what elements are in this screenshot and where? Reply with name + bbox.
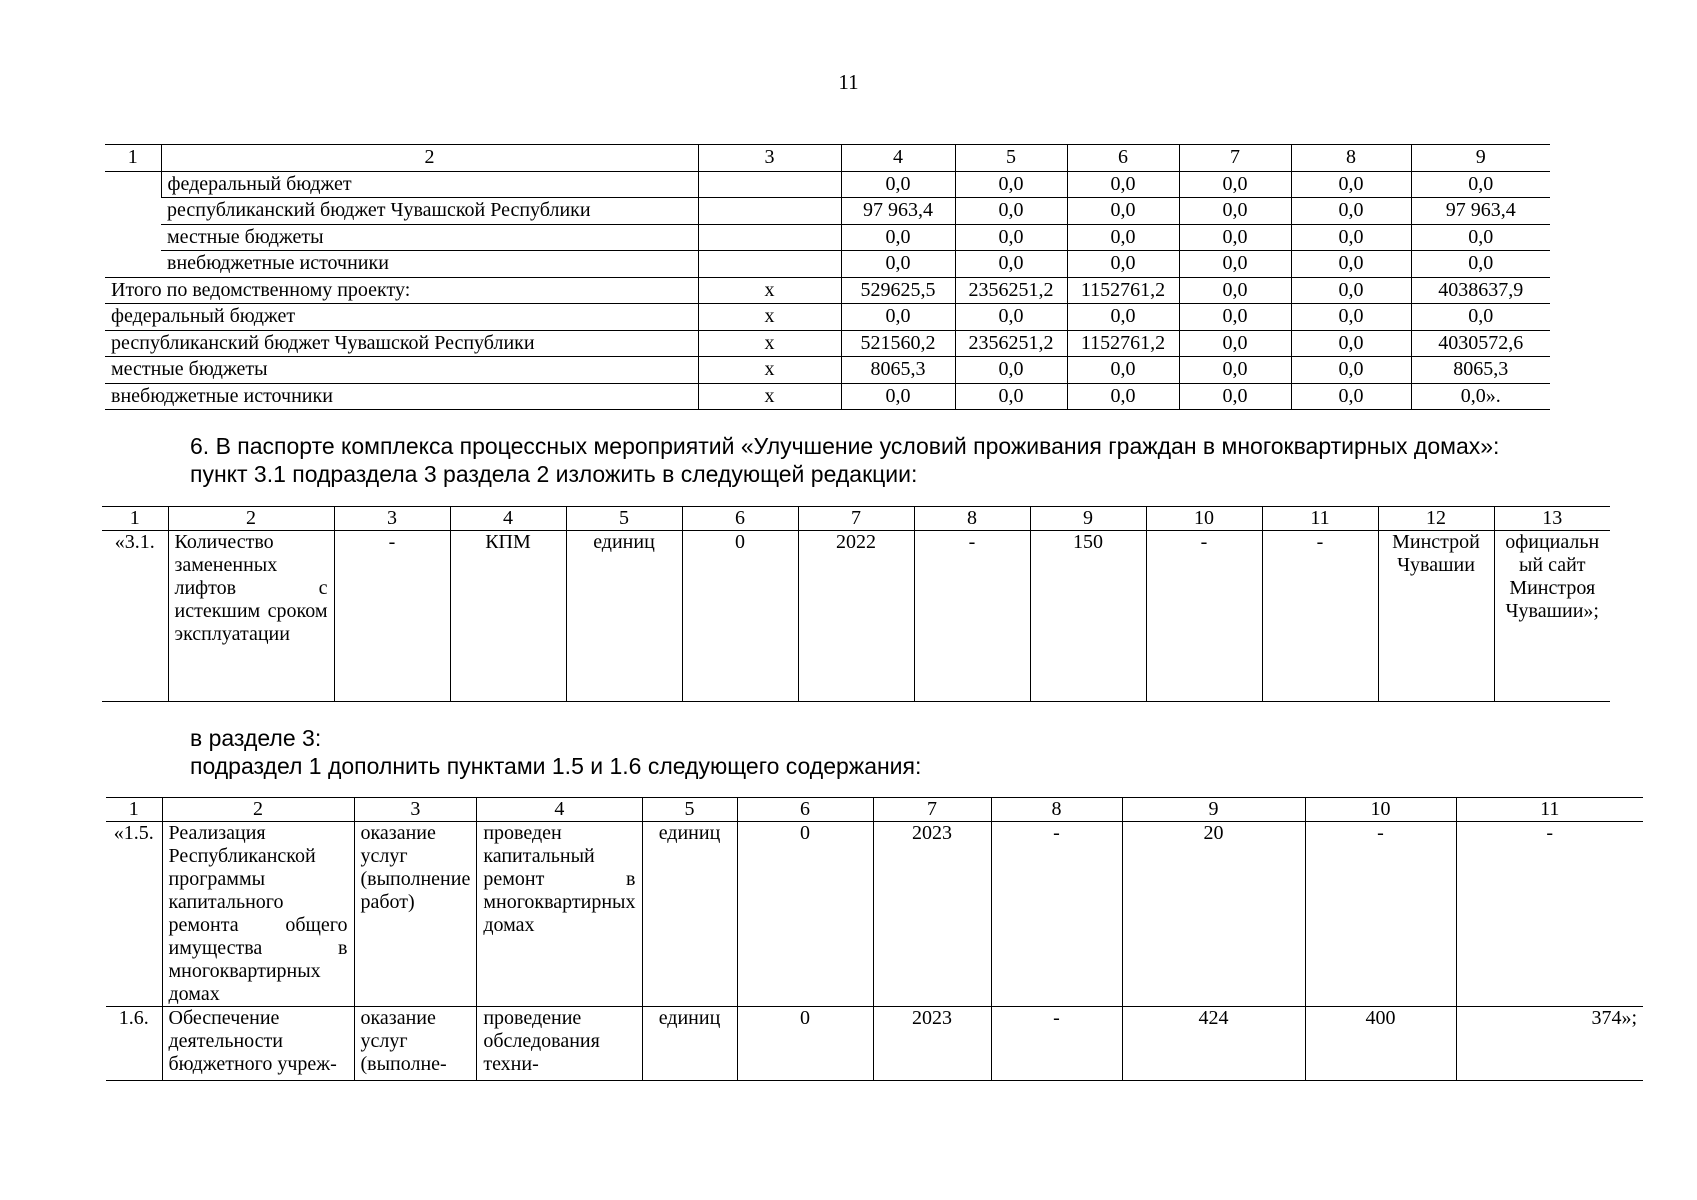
cell: x <box>698 357 841 384</box>
indicator-table-1-5-1-6 <box>106 797 1643 1081</box>
header-cell: 3 <box>698 145 841 172</box>
cell: 0,0 <box>841 224 955 251</box>
cell: 0,0 <box>1179 304 1291 331</box>
cell: 2356251,2 <box>955 330 1067 357</box>
cell: 0,0 <box>1179 251 1291 278</box>
header-cell: 6 <box>1067 145 1179 172</box>
cell: 0,0 <box>1179 277 1291 304</box>
cell: 2023 <box>873 822 991 1007</box>
header-cell: 9 <box>1411 145 1550 172</box>
cell: 0,0 <box>1179 330 1291 357</box>
header-cell: 3 <box>334 507 450 531</box>
cell: 0,0 <box>1179 383 1291 410</box>
header-cell: 4 <box>477 798 642 822</box>
cell: - <box>334 531 450 702</box>
cell: 2022 <box>798 531 914 702</box>
cell: x <box>698 277 841 304</box>
table-row <box>105 198 1550 225</box>
cell: 1152761,2 <box>1067 330 1179 357</box>
table-total-row <box>105 383 1550 410</box>
header-cell: 8 <box>991 798 1122 822</box>
cell: 4030572,6 <box>1411 330 1550 357</box>
cell: единиц <box>642 1007 737 1081</box>
cell: 0,0 <box>1291 304 1411 331</box>
header-cell: 11 <box>1456 798 1643 822</box>
cell: - <box>1146 531 1262 702</box>
header-cell: 1 <box>102 507 168 531</box>
cell: 0,0 <box>841 304 955 331</box>
table-header-row <box>105 145 1550 172</box>
table-header-row <box>106 798 1643 822</box>
indicator-name: Количество замененных лифтов с истекшим сроком эксплуатации <box>168 531 334 702</box>
header-cell: 8 <box>1291 145 1411 172</box>
cell: 0,0 <box>955 304 1067 331</box>
cell: 8065,3 <box>841 357 955 384</box>
cell: 20 <box>1122 822 1305 1007</box>
row-label: республиканский бюджет Чувашской Республики <box>161 198 698 225</box>
header-cell: 5 <box>642 798 737 822</box>
row-label: внебюджетные источники <box>105 383 698 410</box>
header-cell: 9 <box>1122 798 1305 822</box>
header-cell: 9 <box>1030 507 1146 531</box>
table-total-row <box>105 357 1550 384</box>
cell: единиц <box>642 822 737 1007</box>
indicator-name: Реализация Республиканской программы капитального ремонта общего имущества в многоквартирных домах <box>162 822 354 1007</box>
item-number: «3.1. <box>102 531 168 702</box>
table-total-row <box>105 304 1550 331</box>
table-row <box>105 251 1550 278</box>
header-cell: 10 <box>1305 798 1456 822</box>
cell: 0,0 <box>1291 330 1411 357</box>
cell: 0,0 <box>841 171 955 198</box>
row-label: федеральный бюджет <box>105 304 698 331</box>
cell: 0 <box>737 1007 873 1081</box>
cell <box>698 224 841 251</box>
cell: 0,0 <box>841 383 955 410</box>
row-label: внебюджетные источники <box>161 251 698 278</box>
cell <box>698 198 841 225</box>
header-cell: 7 <box>873 798 991 822</box>
cell: 0,0 <box>1067 198 1179 225</box>
budget-table <box>105 144 1550 410</box>
cell: 0,0 <box>1411 251 1550 278</box>
cell: оказание услуг (выполне- <box>354 1007 477 1081</box>
cell: официальный сайт Минстроя Чувашии»; <box>1494 531 1610 702</box>
header-cell: 4 <box>450 507 566 531</box>
row-label: местные бюджеты <box>161 224 698 251</box>
cell: 150 <box>1030 531 1146 702</box>
cell: 0,0 <box>1179 224 1291 251</box>
cell: 2356251,2 <box>955 277 1067 304</box>
cell: 521560,2 <box>841 330 955 357</box>
table-row <box>105 224 1550 251</box>
cell: 0,0 <box>1291 198 1411 225</box>
cell: 0,0 <box>1067 383 1179 410</box>
amendment-paragraph-6 <box>190 432 1499 488</box>
header-cell: 1 <box>106 798 162 822</box>
cell: Минстрой Чувашии <box>1378 531 1494 702</box>
cell: 374»; <box>1456 1007 1643 1081</box>
cell: - <box>1262 531 1378 702</box>
cell: - <box>991 1007 1122 1081</box>
cell: 0,0 <box>1179 357 1291 384</box>
header-cell: 12 <box>1378 507 1494 531</box>
cell: 0,0 <box>955 383 1067 410</box>
cell: 0,0 <box>1179 171 1291 198</box>
header-cell: 5 <box>955 145 1067 172</box>
header-cell: 5 <box>566 507 682 531</box>
header-cell: 10 <box>1146 507 1262 531</box>
cell: 97 963,4 <box>1411 198 1550 225</box>
table-header-row <box>102 507 1610 531</box>
cell: 0,0 <box>1067 224 1179 251</box>
row-label: федеральный бюджет <box>161 171 698 198</box>
header-cell: 6 <box>682 507 798 531</box>
cell: 400 <box>1305 1007 1456 1081</box>
cell: 4038637,9 <box>1411 277 1550 304</box>
cell: 0,0 <box>1291 171 1411 198</box>
cell: 0,0 <box>955 251 1067 278</box>
cell: 0,0 <box>955 224 1067 251</box>
page-number: 11 <box>838 70 859 94</box>
amendment-paragraph-section-3 <box>190 724 921 780</box>
indicator-name: Обеспечение деятельности бюджетного учреж- <box>162 1007 354 1081</box>
cell: 0,0 <box>1291 224 1411 251</box>
empty-cell <box>105 171 161 277</box>
cell: 8065,3 <box>1411 357 1550 384</box>
table-total-row <box>105 277 1550 304</box>
cell: 0,0 <box>841 251 955 278</box>
header-cell: 4 <box>841 145 955 172</box>
cell: x <box>698 383 841 410</box>
cell: 0 <box>737 822 873 1007</box>
cell: - <box>914 531 1030 702</box>
cell: КПМ <box>450 531 566 702</box>
table-row <box>102 531 1610 702</box>
header-cell: 7 <box>1179 145 1291 172</box>
cell: 0,0 <box>955 357 1067 384</box>
cell: 97 963,4 <box>841 198 955 225</box>
cell: оказание услуг (выполнение работ) <box>354 822 477 1007</box>
cell: 0,0 <box>1411 304 1550 331</box>
cell: 0,0 <box>1067 357 1179 384</box>
cell: 0,0». <box>1411 383 1550 410</box>
row-label: Итого по ведомственному проекту: <box>105 277 698 304</box>
cell: - <box>991 822 1122 1007</box>
indicator-table-3-1 <box>102 506 1610 702</box>
cell: 0,0 <box>1291 251 1411 278</box>
cell: 529625,5 <box>841 277 955 304</box>
row-label: местные бюджеты <box>105 357 698 384</box>
item-number: «1.5. <box>106 822 162 1007</box>
cell: - <box>1305 822 1456 1007</box>
cell: x <box>698 330 841 357</box>
header-cell: 11 <box>1262 507 1378 531</box>
cell: проведение обследования техни- <box>477 1007 642 1081</box>
cell: 0,0 <box>955 198 1067 225</box>
header-cell: 2 <box>161 145 698 172</box>
header-cell: 7 <box>798 507 914 531</box>
header-cell: 6 <box>737 798 873 822</box>
header-cell: 3 <box>354 798 477 822</box>
row-label: республиканский бюджет Чувашской Республики <box>105 330 698 357</box>
header-cell: 13 <box>1494 507 1610 531</box>
cell: 0,0 <box>955 171 1067 198</box>
cell: - <box>1456 822 1643 1007</box>
cell: 0,0 <box>1067 251 1179 278</box>
cell: проведен капитальный ремонт в многоквартирных домах <box>477 822 642 1007</box>
header-cell: 2 <box>168 507 334 531</box>
cell: 0,0 <box>1411 171 1550 198</box>
header-cell: 1 <box>105 145 161 172</box>
header-cell: 8 <box>914 507 1030 531</box>
table-total-row <box>105 330 1550 357</box>
cell: 0,0 <box>1411 224 1550 251</box>
cell: 2023 <box>873 1007 991 1081</box>
cell: 0,0 <box>1291 277 1411 304</box>
paragraph-line: пункт 3.1 подраздела 3 раздела 2 изложить в следующей редакции: <box>190 461 918 487</box>
cell: 0,0 <box>1179 198 1291 225</box>
cell: 424 <box>1122 1007 1305 1081</box>
cell <box>698 171 841 198</box>
cell: 0,0 <box>1067 304 1179 331</box>
paragraph-line: подраздел 1 дополнить пунктами 1.5 и 1.6 следующего содержания: <box>190 753 922 779</box>
cell: 0,0 <box>1291 357 1411 384</box>
table-row <box>106 1007 1643 1081</box>
paragraph-line: в разделе 3: <box>190 725 322 751</box>
paragraph-line: 6. В паспорте комплекса процессных мероприятий «Улучшение условий проживания граждан в многоквартирных домах»: <box>190 433 1500 459</box>
cell <box>698 251 841 278</box>
cell: 0,0 <box>1291 383 1411 410</box>
cell: x <box>698 304 841 331</box>
item-number: 1.6. <box>106 1007 162 1081</box>
table-row <box>106 822 1643 1007</box>
cell: 1152761,2 <box>1067 277 1179 304</box>
table-row <box>105 171 1550 198</box>
cell: 0,0 <box>1067 171 1179 198</box>
cell: единиц <box>566 531 682 702</box>
cell: 0 <box>682 531 798 702</box>
header-cell: 2 <box>162 798 354 822</box>
